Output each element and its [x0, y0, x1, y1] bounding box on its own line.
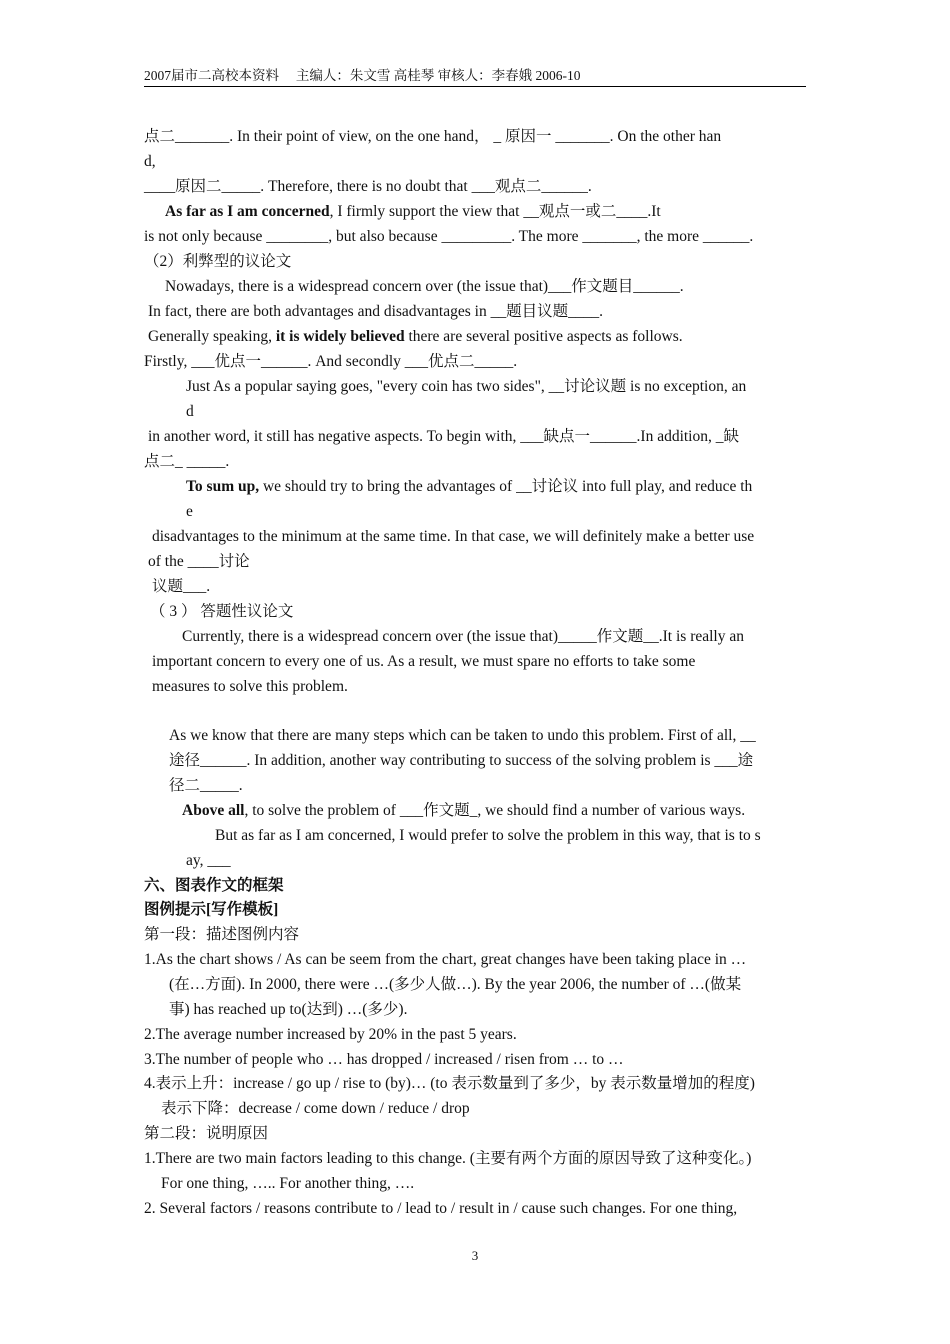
text-line: 4.表示上升：increase / go up / rise to (by)… (to 表示数量到了多少，by 表示数量增加的程度): [144, 1075, 755, 1092]
text-line: e: [186, 503, 193, 520]
text-line: ay, ___: [186, 852, 231, 869]
text-line: measures to solve this problem.: [152, 678, 348, 695]
text-line: 点二_______. In their point of view, on the one hand， _ 原因一 _______. On the other han: [144, 128, 722, 145]
text-line: in another word, it still has negative aspects. To begin with, ___缺点一______.In addition, _缺: [148, 428, 739, 445]
text-line: 1.As the chart shows / As can be seem from the chart, great changes have been taking place in …: [144, 951, 747, 968]
text-span: we should try to bring the advantages of __讨论议 into full play, and reduce th: [259, 478, 753, 495]
text-line: [186, 477, 752, 497]
text-line: important concern to every one of us. As a result, we must spare no efforts to take some: [152, 653, 696, 670]
text-line: 议题___.: [152, 578, 211, 595]
text-span: there are several positive aspects as follows.: [404, 328, 683, 345]
text-line: As we know that there are many steps which can be taken to undo this problem. First of all, __: [169, 727, 756, 744]
page-number: 3: [471, 1248, 479, 1263]
text-line: is not only because ________, but also because _________. The more _______, the more ______.: [144, 228, 754, 245]
text-line: 3.The number of people who … has dropped / increased / risen from … to …: [144, 1051, 624, 1068]
section-heading: 图例提示[写作模板]: [144, 901, 279, 918]
text-line: 事) has reached up to(达到) …(多少).: [169, 1001, 408, 1018]
paragraph-heading: 第二段：说明原因: [144, 1125, 269, 1142]
text-line: disadvantages to the minimum at the same time. In that case, we will definitely make a better use: [152, 528, 755, 545]
bold-phrase: As far as I am concerned: [165, 203, 330, 220]
text-line: 径二_____.: [169, 777, 243, 794]
paragraph-heading: 第一段：描述图例内容: [144, 926, 300, 943]
text-line: Nowadays, there is a widespread concern over (the issue that)___作文题目______.: [165, 278, 684, 295]
text-line: d,: [144, 153, 156, 170]
text-line: (在…方面). In 2000, there were …(多少人做…). By the year 2006, the number of …(做某: [169, 976, 742, 993]
section-heading: （2）利弊型的议论文: [144, 253, 292, 270]
text-line: [165, 202, 661, 222]
page-header: 2007届市二高校本资料 主编人：朱文雪 高桂琴 审核人：李春娥 2006-10: [144, 64, 806, 87]
text-line: Just As a popular saying goes, "every coin has two sides", __讨论议题 is no exception, an: [186, 378, 747, 395]
bold-phrase: it is widely believed: [275, 328, 405, 345]
text-line: 1.There are two main factors leading to this change. (主要有两个方面的原因导致了这种变化。): [144, 1150, 752, 1167]
text-line: [148, 327, 683, 347]
bold-phrase: To sum up,: [186, 478, 260, 495]
text-line: Currently, there is a widespread concern over (the issue that)_____作文题__.It is really an: [182, 628, 744, 645]
text-line: For one thing, ….. For another thing, ….: [161, 1175, 415, 1192]
text-line: of the ____讨论: [148, 553, 250, 570]
text-span: Generally speaking,: [148, 328, 276, 345]
text-line: Firstly, ___优点一______. And secondly ___优点二_____.: [144, 353, 518, 370]
text-line: [182, 801, 745, 821]
text-line: ____原因二_____. Therefore, there is no doubt that ___观点二______.: [144, 178, 592, 195]
text-span: , I firmly support the view that __观点一或二____.It: [329, 203, 661, 220]
text-line: But as far as I am concerned, I would prefer to solve the problem in this way, that is to s: [215, 827, 761, 844]
section-heading: （ 3 ） 答题性议论文: [150, 603, 294, 620]
text-span: , to solve the problem of ___作文题_, we should find a number of various ways.: [244, 802, 746, 819]
text-line: 表示下降：decrease / come down / reduce / drop: [161, 1100, 470, 1117]
section-heading: 六、图表作文的框架: [144, 877, 284, 894]
text-line: 点二_ _____.: [144, 453, 230, 470]
text-line: d: [186, 403, 194, 420]
text-line: In fact, there are both advantages and disadvantages in __题目议题____.: [148, 303, 603, 320]
text-line: 2.The average number increased by 20% in the past 5 years.: [144, 1026, 517, 1043]
text-line: 途径______. In addition, another way contributing to success of the solving problem is ___途: [169, 752, 754, 769]
bold-phrase: Above all: [182, 802, 245, 819]
text-line: 2. Several factors / reasons contribute to / lead to / result in / cause such changes. For one thing,: [144, 1200, 738, 1217]
